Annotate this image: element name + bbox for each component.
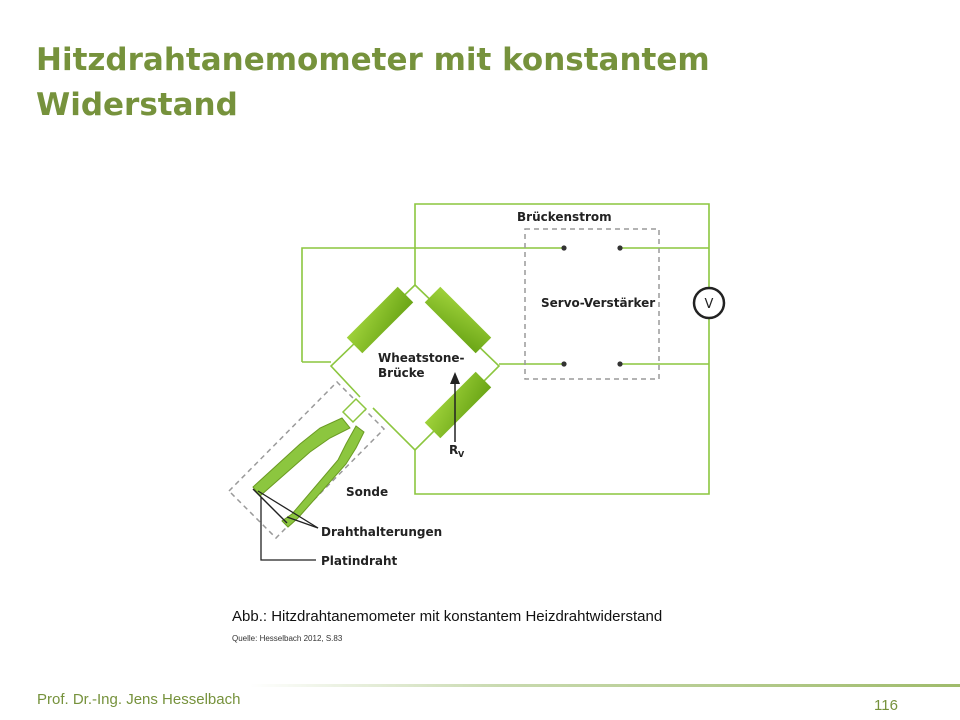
voltmeter-icon xyxy=(694,288,724,318)
voltmeter-label: V xyxy=(704,297,714,312)
title-line-2: Widerstand xyxy=(36,87,238,123)
label-sonde: Sonde xyxy=(346,485,389,499)
label-rv: R xyxy=(449,443,459,457)
page-number: 116 xyxy=(874,697,898,714)
label-brueckenstrom: Brückenstrom xyxy=(517,210,612,224)
footer-author: Prof. Dr.-Ing. Jens Hesselbach xyxy=(37,691,241,708)
bridge-resistor-top-left xyxy=(347,287,413,353)
figure-source: Quelle: Hesselbach 2012, S.83 xyxy=(232,634,343,643)
label-rv-subscript: V xyxy=(458,450,465,459)
bridge-resistor-top-right xyxy=(425,287,491,353)
label-drahthalterungen: Drahthalterungen xyxy=(321,525,443,539)
label-wheatstone-line2: Brücke xyxy=(378,366,425,380)
probe-connector xyxy=(343,399,366,422)
label-wheatstone-line1: Wheatstone- xyxy=(378,351,465,365)
probe-body xyxy=(253,418,364,527)
label-servo-verstaerker: Servo-Verstärker xyxy=(541,296,656,310)
label-platindraht: Platindraht xyxy=(321,554,398,568)
title-line-1: Hitzdrahtanemometer mit konstantem xyxy=(36,42,710,78)
figure-caption: Abb.: Hitzdrahtanemometer mit konstantem Heizdrahtwiderstand xyxy=(232,608,663,625)
footer-divider xyxy=(250,684,960,687)
